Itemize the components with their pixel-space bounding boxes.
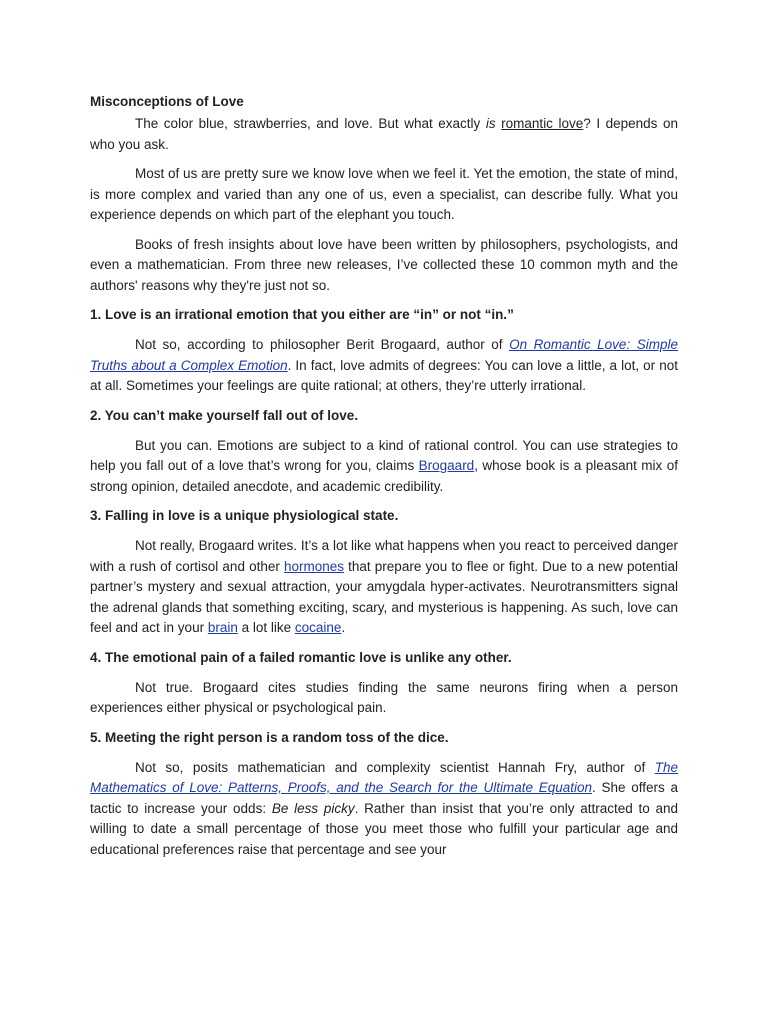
hormones-link[interactable]: hormones	[283, 558, 345, 574]
myth-heading-5: 5. Meeting the right person is a random toss of the dice.	[90, 729, 449, 745]
myth-heading-4: 4. The emotional pain of a failed romantic love is unlike any other.	[90, 649, 512, 665]
brain-link[interactable]: brain	[207, 620, 238, 635]
book-link-on-romantic-love[interactable]: On Romantic Love: Simple Truths about a Complex Emotion	[90, 337, 678, 373]
paragraph-text: Not so, posits mathematician and complexity scientist Hannah Fry, author of	[135, 759, 655, 775]
emphasis-text: is	[485, 116, 496, 131]
myth-heading-3: 3. Falling in love is a unique physiological state.	[90, 508, 399, 523]
paragraph-myth-3	[90, 536, 678, 639]
paragraph-intro	[90, 114, 678, 155]
paragraph-myth-2	[90, 436, 678, 498]
paragraph-myth-4: Not true. Brogaard cites studies finding the same neurons firing when a person experiences either physical or psychological pain.	[90, 679, 678, 715]
paragraph-text: Not so, according to philosopher Berit Brogaard, author of	[135, 337, 510, 352]
myth-heading-1: 1. Love is an irrational emotion that you either are “in” or not “in.”	[90, 307, 514, 322]
emphasis-text: Be less picky	[271, 800, 355, 816]
paragraph-text: a lot like	[237, 620, 295, 635]
paragraph-text: . In fact, love admits of degrees: You can love a little, a lot, or not at all. Sometimes your feelings are quite rational; at others, they’re utterly irrational.	[90, 357, 678, 393]
paragraph-text: ? I depends on who you ask.	[90, 116, 678, 152]
paragraph-text: Not really, Brogaard writes. It’s a lot like what happens when you react to perceived danger with a rush of cortisol and other	[90, 538, 678, 574]
paragraph-text: . Rather than insist that you’re only attracted to and willing to date a small percentage of those you meet those who fulfill your particular age and educational preferences raise that percentage and see your	[90, 800, 678, 857]
paragraph-3: Books of fresh insights about love have been written by philosophers, psychologists, and even a mathematician. From three new releases, I’ve collected these 10 common myth and the authors' reasons why they're just not so.	[90, 236, 678, 293]
paragraph-text: The color blue, strawberries, and love. But what exactly	[135, 116, 486, 131]
paragraph-text: that prepare you to flee or fight. Due to a new potential partner’s mystery and sexual attraction, your amygdala hyper-activates. Neurotransmitters signal the adrenal glands that something exciting, scary, and mysterious is happening. As such, love can feel and act in your	[90, 558, 678, 635]
underlined-text: romantic love	[501, 116, 584, 131]
paragraph-text: . She offers a tactic to increase your odds:	[90, 780, 678, 816]
paragraph-text: But you can. Emotions are subject to a kind of rational control. You can use strategies to help you fall out of a love that’s wrong for you, claims	[90, 437, 678, 473]
cocaine-link[interactable]: cocaine	[294, 620, 342, 635]
paragraph-text: .	[341, 620, 346, 635]
paragraph-text: , whose book is a pleasant mix of strong opinion, detailed anecdote, and academic credibility.	[90, 458, 679, 494]
paragraph-myth-1	[90, 335, 678, 397]
paragraph-2: Most of us are pretty sure we know love when we feel it. Yet the emotion, the state of mind, is more complex and varied than any one of us, even a specialist, can describe fully. What you experience depends on which part of the elephant you touch.	[90, 166, 678, 222]
myth-heading-2: 2. You can’t make yourself fall out of love.	[90, 407, 359, 423]
brogaard-link[interactable]: Brogaard	[418, 458, 475, 473]
paragraph-myth-5	[90, 758, 678, 861]
document-title: Misconceptions of Love	[90, 94, 244, 109]
book-link-mathematics-of-love[interactable]: The Mathematics of Love: Patterns, Proofs, and the Search for the Ultimate Equation	[90, 759, 678, 795]
